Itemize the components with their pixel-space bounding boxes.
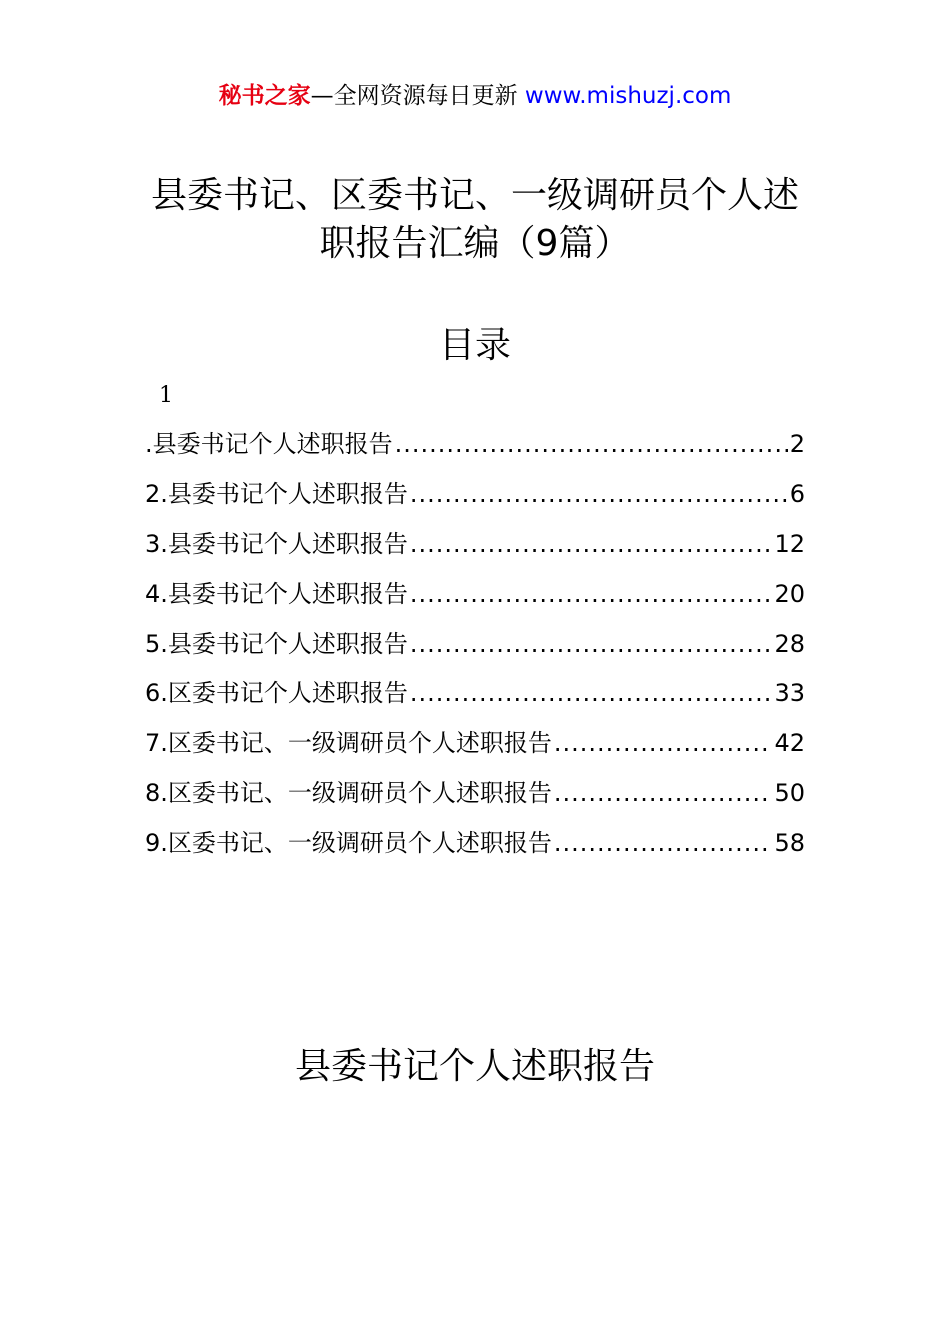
toc-entry-label: 8.区委书记、一级调研员个人述职报告 [145,779,552,808]
toc-dot-leader [410,526,773,562]
toc-entry-page: 2 [789,430,805,458]
toc-entry-label: .县委书记个人述职报告 [145,430,393,458]
toc-dot-leader [395,426,788,462]
toc-entry-label: 6.区委书记个人述职报告 [145,679,408,708]
toc-dot-leader [554,825,773,861]
toc-entry-page: 6 [789,479,805,508]
site-tagline: —全网资源每日更新 [310,83,518,109]
brand-name: 秘书之家 [218,83,311,109]
toc-entry-8[interactable] [145,775,805,825]
toc-entry-page: 28 [774,629,805,658]
toc-entry-page: 12 [774,529,805,558]
site-url-link[interactable]: www.mishuzj.com [524,83,732,109]
toc-entry-page: 42 [774,729,805,758]
toc-entry-label: 2.县委书记个人述职报告 [145,479,408,508]
toc-entry-page: 50 [774,779,805,808]
document-title-line-2: 职报告汇编（9篇） [319,223,631,264]
toc-entry-1[interactable] [145,426,805,476]
toc-list [145,426,805,875]
toc-dot-leader [554,725,773,761]
toc-entry-page: 33 [774,679,805,708]
document-title [140,172,810,268]
toc-page-marker: 1 [159,383,173,408]
toc-entry-2[interactable] [145,476,805,526]
toc-entry-5[interactable] [145,626,805,676]
toc-dot-leader [410,626,773,662]
toc-entry-label: 3.县委书记个人述职报告 [145,529,408,558]
toc-entry-label: 7.区委书记、一级调研员个人述职报告 [145,729,552,758]
toc-entry-page: 58 [774,829,805,858]
toc-entry-label: 5.县委书记个人述职报告 [145,629,408,658]
section-title: 县委书记个人述职报告 [294,1046,655,1087]
toc-entry-6[interactable] [145,675,805,725]
toc-heading: 目录 [438,325,511,366]
toc-dot-leader [554,775,773,811]
toc-entry-7[interactable] [145,725,805,775]
toc-dot-leader [410,675,773,711]
document-title-line-1: 县委书记、区委书记、一级调研员个人述 [150,175,799,216]
toc-dot-leader [410,476,788,512]
toc-entry-4[interactable] [145,576,805,626]
toc-entry-label: 9.区委书记、一级调研员个人述职报告 [145,829,552,858]
toc-entry-3[interactable] [145,526,805,576]
toc-entry-page: 20 [774,579,805,608]
toc-dot-leader [410,576,773,612]
toc-entry-9[interactable] [145,825,805,875]
site-header [0,80,950,112]
toc-entry-label: 4.县委书记个人述职报告 [145,579,408,608]
